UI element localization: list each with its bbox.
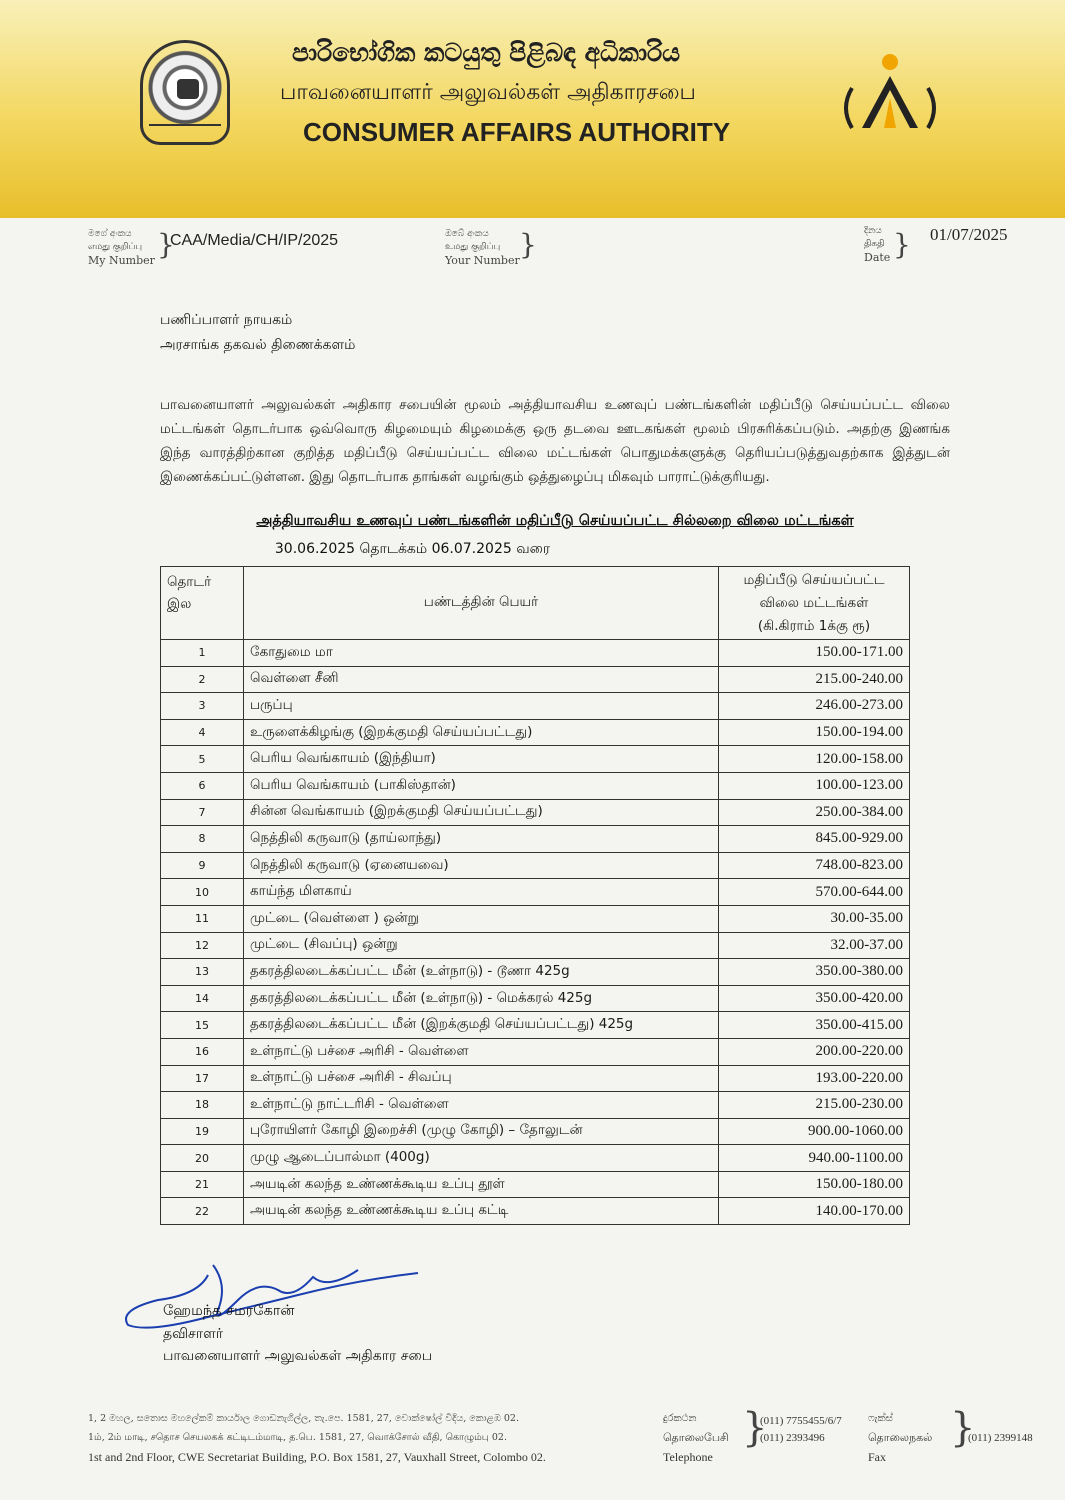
brace-icon: } [519,228,537,261]
table-row [161,985,910,1012]
price-range: 150.00-194.00 [719,719,910,746]
price-range: 350.00-380.00 [719,959,910,986]
row-number: 2 [161,666,244,693]
row-number: 18 [161,1092,244,1119]
item-name: காய்ந்த மிளகாய் [244,879,719,906]
item-name: சின்ன வெங்காயம் (இறக்குமதி செய்யப்பட்டது) [244,799,719,826]
table-row [161,799,910,826]
tel-label-si: දුරකථන [663,1413,697,1424]
table-row [161,879,910,906]
fax-number: (011) 2399148 [968,1432,1033,1444]
row-number: 5 [161,746,244,773]
item-name: அயடின் கலந்த உண்ணக்கூடிய உப்பு கட்டி [244,1198,719,1225]
letter-body: பாவனையாளர் அலுவல்கள் அதிகார சபையின் மூலம் அத்தியாவசிய உணவுப் பண்டங்களின் மதிப்பீடு செய்யப்பட்ட விலை மட்டங்கள் தொடர்பாக ஒவ்வொரு கிழமையும் கிழமைக்கு ஒரு தடவை ஊடகங்கள் மூலம் பிரசுரிக்கப்படும். அதற்கு இணங்க இந்த வாரத்திற்கான குறித்த மதிப்பீடு செய்யப்பட்ட விலை மட்டங்கள் பொதுமக்களுக்கு தெரியப்படுத்துவதற்காக இத்துடன் இணைக்கப்பட்டுள்ளன. இது தொடர்பாக தாங்கள் வழங்கும் ஒத்துழைப்பு மிகவும் பாராட்டுக்குரியது. [160,397,950,485]
price-range: 140.00-170.00 [719,1198,910,1225]
price-range: 30.00-35.00 [719,905,910,932]
org-name-sinhala: පාරිභෝගික කටයුතු පිළිබඳ අධිකාරිය [292,38,681,67]
table-row [161,1198,910,1225]
signatory-org: பாவனையாளர் அலுவல்கள் அதிகார சபை [163,1348,433,1364]
sri-lanka-emblem-icon [140,40,230,145]
row-number: 14 [161,985,244,1012]
price-range: 246.00-273.00 [719,693,910,720]
table-row [161,666,910,693]
row-number: 6 [161,772,244,799]
price-range: 845.00-929.00 [719,826,910,853]
row-number: 3 [161,693,244,720]
date-value: 01/07/2025 [930,225,1008,244]
item-name: உள்நாட்டு நாட்டரிசி - வெள்ளை [244,1092,719,1119]
table-row [161,1092,910,1119]
price-range: 32.00-37.00 [719,932,910,959]
table-header-row [161,567,910,640]
row-number: 9 [161,852,244,879]
item-name: உள்நாட்டு பச்சை அரிசி - வெள்ளை [244,1038,719,1065]
table-row [161,852,910,879]
item-name: கோதுமை மா [244,640,719,667]
row-number: 10 [161,879,244,906]
price-range: 350.00-415.00 [719,1012,910,1039]
table-row [161,959,910,986]
row-number: 1 [161,640,244,667]
price-range: 150.00-180.00 [719,1171,910,1198]
item-name: பெரிய வெங்காயம் (பாகிஸ்தான்) [244,772,719,799]
fax-label-ta: தொலைநகல் [868,1431,933,1444]
price-range: 215.00-230.00 [719,1092,910,1119]
footer-address-tamil: 1ம், 2ம் மாடி, சதொச செயலகக் கட்டிடம்மாடி, த.பெ. 1581, 27, வொக்சோல் வீதி, கொழும்பு 02. [88,1432,507,1443]
table-row [161,1012,910,1039]
item-name: அயடின் கலந்த உண்ணக்கூடிய உப்பு தூள் [244,1171,719,1198]
brace-icon: } [742,1405,768,1451]
price-range: 748.00-823.00 [719,852,910,879]
brace-icon: } [950,1405,976,1451]
table-title: அத்தியாவசிய உணவுப் பண்டங்களின் மதிப்பீடு செய்யப்பட்ட சில்லறை விலை மட்டங்கள் [256,513,854,529]
item-name: தகரத்திலடைக்கப்பட்ட மீன் (உள்நாடு) - மெக்கரல் 425g [244,985,719,1012]
price-header: மதிப்பீடு செய்யப்பட்ட விலை மட்டங்கள் (கி.கிராம் 1க்கு ரூ) [719,567,910,640]
item-name: உருளைக்கிழங்கு (இறக்குமதி செய்யப்பட்டது) [244,719,719,746]
table-row [161,640,910,667]
table-body [161,640,910,1225]
price-range: 200.00-220.00 [719,1038,910,1065]
item-name: முட்டை (வெள்ளை ) ஒன்று [244,905,719,932]
fax-label-si: ෆැක්ස් [868,1413,893,1424]
signatory-name: ஹேமந்த சமரகோன் [163,1303,295,1319]
price-range: 570.00-644.00 [719,879,910,906]
table-row [161,826,910,853]
row-number: 4 [161,719,244,746]
item-name: தகரத்திலடைக்கப்பட்ட மீன் (உள்நாடு) - டூணா 425g [244,959,719,986]
item-name: புரோயிளர் கோழி இறைச்சி (முழு கோழி) – தோலுடன் [244,1118,719,1145]
row-number: 12 [161,932,244,959]
letterhead [0,0,1065,218]
table-row [161,1118,910,1145]
price-range: 100.00-123.00 [719,772,910,799]
signatory-title: தவிசாளர் [163,1326,224,1342]
brace-icon: } [893,228,911,261]
org-name-english: CONSUMER AFFAIRS AUTHORITY [303,117,731,147]
my-number-label: මගේ අංකය எமது குறிப்பு My Number [88,229,155,267]
price-range: 940.00-1100.00 [719,1145,910,1172]
addressee-line-2: அரசாங்க தகவல் திணைக்களம் [160,337,356,353]
serial-header: தொடர் இல [161,567,244,640]
row-number: 7 [161,799,244,826]
caa-logo-icon [832,48,948,138]
tel-number-2: (011) 2393496 [760,1432,825,1444]
table-row [161,1038,910,1065]
item-name: உள்நாட்டு பச்சை அரிசி - சிவப்பு [244,1065,719,1092]
item-name: பெரிய வெங்காயம் (இந்தியா) [244,746,719,773]
table-row [161,905,910,932]
tel-number-1: (011) 7755455/6/7 [760,1415,842,1427]
price-range: 120.00-158.00 [719,746,910,773]
table-row [161,1065,910,1092]
item-name-header: பண்டத்தின் பெயர் [244,567,719,640]
item-name: பருப்பு [244,693,719,720]
item-name: முட்டை (சிவப்பு) ஒன்று [244,932,719,959]
tel-label-ta: தொலைபேசி [663,1431,729,1444]
table-row [161,1145,910,1172]
price-range: 193.00-220.00 [719,1065,910,1092]
addressee-line-1: பணிப்பாளர் நாயகம் [160,312,293,328]
your-number-label: ඔබේ අංකය உமது குறிப்பு Your Number [445,229,520,267]
table-row [161,772,910,799]
price-range: 900.00-1060.00 [719,1118,910,1145]
price-range: 215.00-240.00 [719,666,910,693]
table-row [161,746,910,773]
footer-address-sinhala: 1, 2 මහල, සතොස මහලේකම් කාර්යාල ගොඩනැගිල්ල, තැ.පෙ. 1581, 27, වොක්ෂෝල් වීදිය, කොළඹ 02. [88,1413,519,1424]
row-number: 17 [161,1065,244,1092]
row-number: 13 [161,959,244,986]
table-subtitle: 30.06.2025 தொடக்கம் 06.07.2025 வரை [274,541,551,557]
row-number: 21 [161,1171,244,1198]
table-row [161,693,910,720]
item-name: தகரத்திலடைக்கப்பட்ட மீன் (இறக்குமதி செய்யப்பட்டது) 425g [244,1012,719,1039]
table-row [161,1171,910,1198]
tel-label-en: Telephone [663,1450,713,1464]
table-row [161,719,910,746]
row-number: 22 [161,1198,244,1225]
brace-icon: } [157,228,175,261]
org-name-tamil: பாவனையாளர் அலுவல்கள் அதிகாரசபை [280,80,696,105]
row-number: 15 [161,1012,244,1039]
row-number: 19 [161,1118,244,1145]
price-range: 150.00-171.00 [719,640,910,667]
item-name: முழு ஆடைப்பால்மா (400g) [244,1145,719,1172]
date-label: දිනය திகதி Date [864,226,891,264]
price-table [160,566,910,1225]
footer-address-english: 1st and 2nd Floor, CWE Secretariat Building, P.O. Box 1581, 27, Vauxhall Street, Colombo 02. [88,1450,546,1464]
row-number: 11 [161,905,244,932]
my-number-value: CAA/Media/CH/IP/2025 [170,232,339,249]
row-number: 16 [161,1038,244,1065]
price-range: 250.00-384.00 [719,799,910,826]
row-number: 20 [161,1145,244,1172]
price-range: 350.00-420.00 [719,985,910,1012]
item-name: நெத்திலி கருவாடு (தாய்லாந்து) [244,826,719,853]
item-name: நெத்திலி கருவாடு (ஏனையவை) [244,852,719,879]
row-number: 8 [161,826,244,853]
table-row [161,932,910,959]
fax-label-en: Fax [868,1450,886,1464]
item-name: வெள்ளை சீனி [244,666,719,693]
